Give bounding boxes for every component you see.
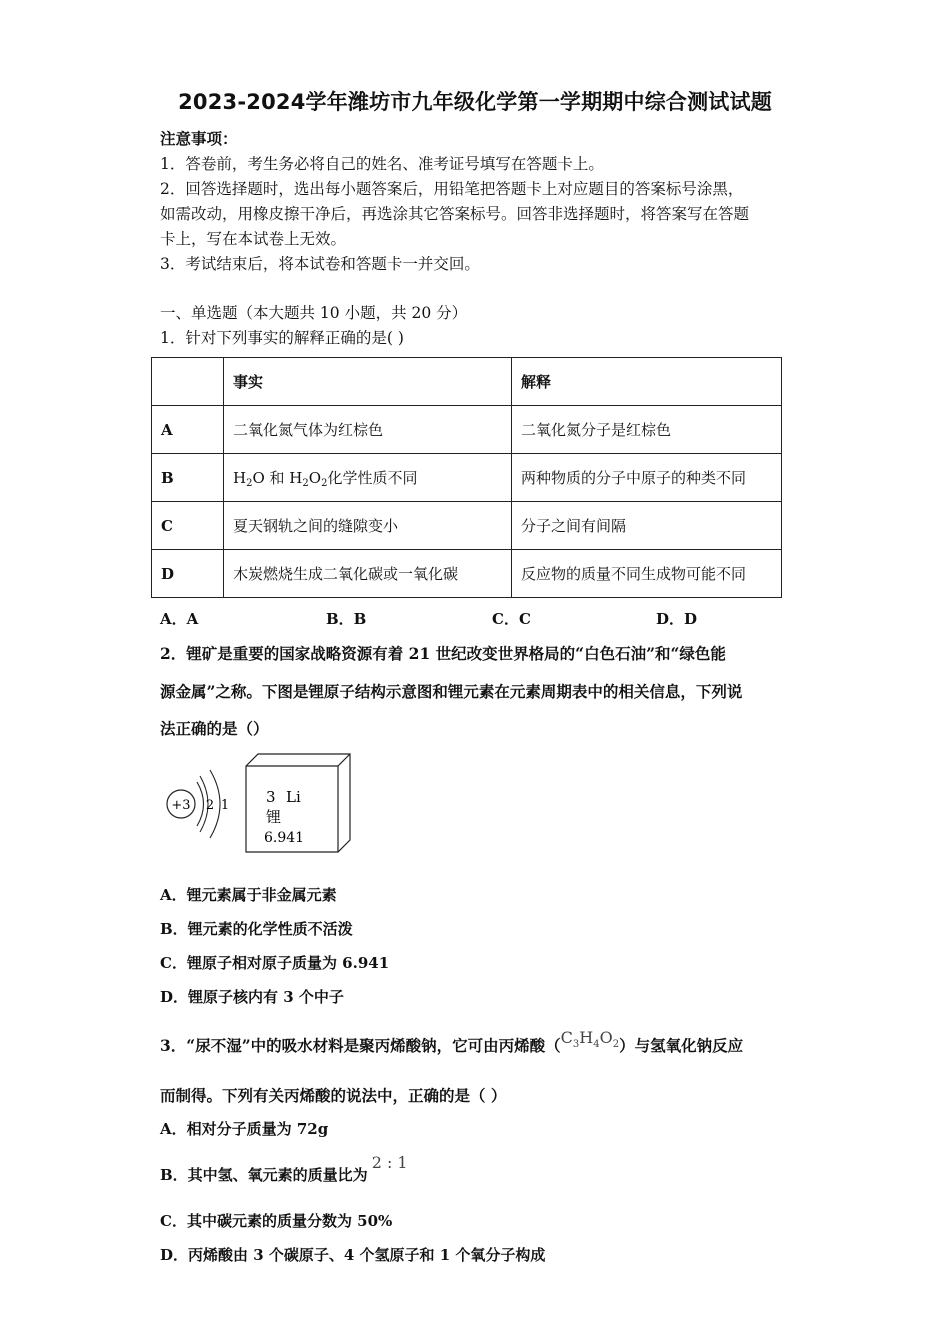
question-2-line-2: 源金属”之称。下图是锂原子结构示意图和锂元素在元素周期表中的相关信息，下列说 [160, 682, 743, 701]
atomic-mass: 6.941 [264, 830, 305, 846]
table-row [152, 550, 782, 598]
table-row [152, 406, 782, 454]
q2-option-c[interactable]: C．锂原子相对原子质量为 6.941 [160, 954, 390, 972]
electron-shell-arc [197, 782, 204, 826]
subscript: 2 [321, 477, 328, 489]
explain-cell: 两种物质的分子中原子的种类不同 [512, 454, 782, 502]
question-3-text-b: ）与氢氧化钠反应 [619, 1036, 744, 1055]
notes-heading: 注意事项： [160, 129, 238, 148]
formula-h-count: 4 [593, 1039, 600, 1051]
formula-o-count: 2 [612, 1039, 620, 1051]
atom-structure-diagram [167, 770, 229, 838]
table-cell [152, 358, 224, 406]
q2-option-d[interactable]: D．锂原子核内有 3 个中子 [160, 988, 344, 1006]
explain-cell: 二氧化氮分子是红棕色 [512, 406, 782, 454]
formula-o: O [599, 1028, 613, 1047]
question-2-line-3: 法正确的是（） [160, 719, 269, 738]
mass-ratio: 2 : 1 [371, 1153, 408, 1172]
q3-option-b-text: B．其中氢、氧元素的质量比为 [160, 1166, 368, 1184]
element-symbol: Li [286, 788, 301, 806]
fact-cell [224, 454, 512, 502]
shell-2-electrons: 1 [220, 798, 230, 813]
header-fact: 事实 [224, 358, 512, 406]
question-3-line-2: 而制得。下列有关丙烯酸的说法中，正确的是（ ） [160, 1086, 507, 1105]
subscript: 2 [246, 477, 253, 489]
formula-c: C [560, 1028, 573, 1047]
explain-cell: 分子之间有间隔 [512, 502, 782, 550]
header-explain: 解释 [512, 358, 782, 406]
row-label: D [152, 550, 224, 598]
fact-text: 化学性质不同 [327, 468, 418, 487]
q3-option-d[interactable]: D．丙烯酸由 3 个碳原子、4 个氢原子和 1 个氧分子构成 [160, 1246, 546, 1264]
page-title: 2023-2024学年潍坊市九年级化学第一学期期中综合测试试题 [178, 90, 772, 114]
row-label: C [152, 502, 224, 550]
q1-option-b[interactable]: B．B [326, 610, 367, 628]
q1-option-c[interactable]: C．C [492, 610, 531, 628]
q1-option-d[interactable]: D．D [656, 610, 698, 628]
q2-option-a[interactable]: A．锂元素属于非金属元素 [160, 886, 337, 904]
section-heading: 一、单选题（本大题共 10 小题，共 20 分） [160, 304, 468, 322]
note-item-1: 1．答卷前，考生务必将自己的姓名、准考证号填写在答题卡上。 [160, 155, 604, 173]
fact-text: H [233, 468, 247, 487]
row-label: A [152, 406, 224, 454]
lithium-figure [160, 752, 360, 862]
explain-cell: 反应物的质量不同生成物可能不同 [512, 550, 782, 598]
table-row [152, 454, 782, 502]
element-card [246, 754, 350, 852]
q1-option-a[interactable]: A．A [160, 610, 199, 628]
q3-option-c[interactable]: C．其中碳元素的质量分数为 50% [160, 1212, 393, 1230]
shell-1-electrons: 2 [205, 798, 215, 813]
question-3-text-a: 3．“尿不湿”中的吸水材料是聚丙烯酸钠，它可由丙烯酸（ [160, 1036, 561, 1055]
facts-table [151, 357, 782, 598]
card-edge [338, 754, 350, 766]
formula-h: H [579, 1028, 594, 1047]
fact-text: O [308, 468, 322, 487]
nucleus-charge: +3 [171, 798, 191, 813]
fact-cell: 木炭燃烧生成二氧化碳或一氧化碳 [224, 550, 512, 598]
acrylic-acid-formula [560, 1028, 620, 1051]
question-1-stem: 1．针对下列事实的解释正确的是( ) [160, 329, 404, 347]
fact-cell: 二氧化氮气体为红棕色 [224, 406, 512, 454]
element-name: 锂 [266, 808, 282, 826]
note-item-2-line-2: 如需改动，用橡皮擦干净后，再选涂其它答案标号。回答非选择题时，将答案写在答题 [160, 205, 750, 223]
q2-option-b[interactable]: B．锂元素的化学性质不活泼 [160, 920, 353, 938]
table-row [152, 358, 782, 406]
row-label: B [152, 454, 224, 502]
fact-text: O 和 H [252, 468, 303, 487]
subscript: 2 [302, 477, 309, 489]
note-item-3: 3．考试结束后，将本试卷和答题卡一并交回。 [160, 255, 480, 273]
note-item-2-line-1: 2．回答选择题时，选出每小题答案后，用铅笔把答题卡上对应题目的答案标号涂黑， [160, 180, 744, 198]
fact-cell: 夏天钢轨之间的缝隙变小 [224, 502, 512, 550]
q3-option-b[interactable] [160, 1153, 408, 1185]
question-2-line-1: 2．锂矿是重要的国家战略资源有着 21 世纪改变世界格局的“白色石油”和“绿色能 [160, 644, 726, 663]
q3-option-a[interactable]: A．相对分子质量为 72g [160, 1120, 329, 1138]
formula-c-count: 3 [572, 1039, 580, 1051]
atomic-number: 3 [266, 788, 276, 806]
table-row [152, 502, 782, 550]
question-3-line-1 [160, 1028, 744, 1058]
note-item-2-line-3: 卡上，写在本试卷上无效。 [160, 230, 347, 248]
